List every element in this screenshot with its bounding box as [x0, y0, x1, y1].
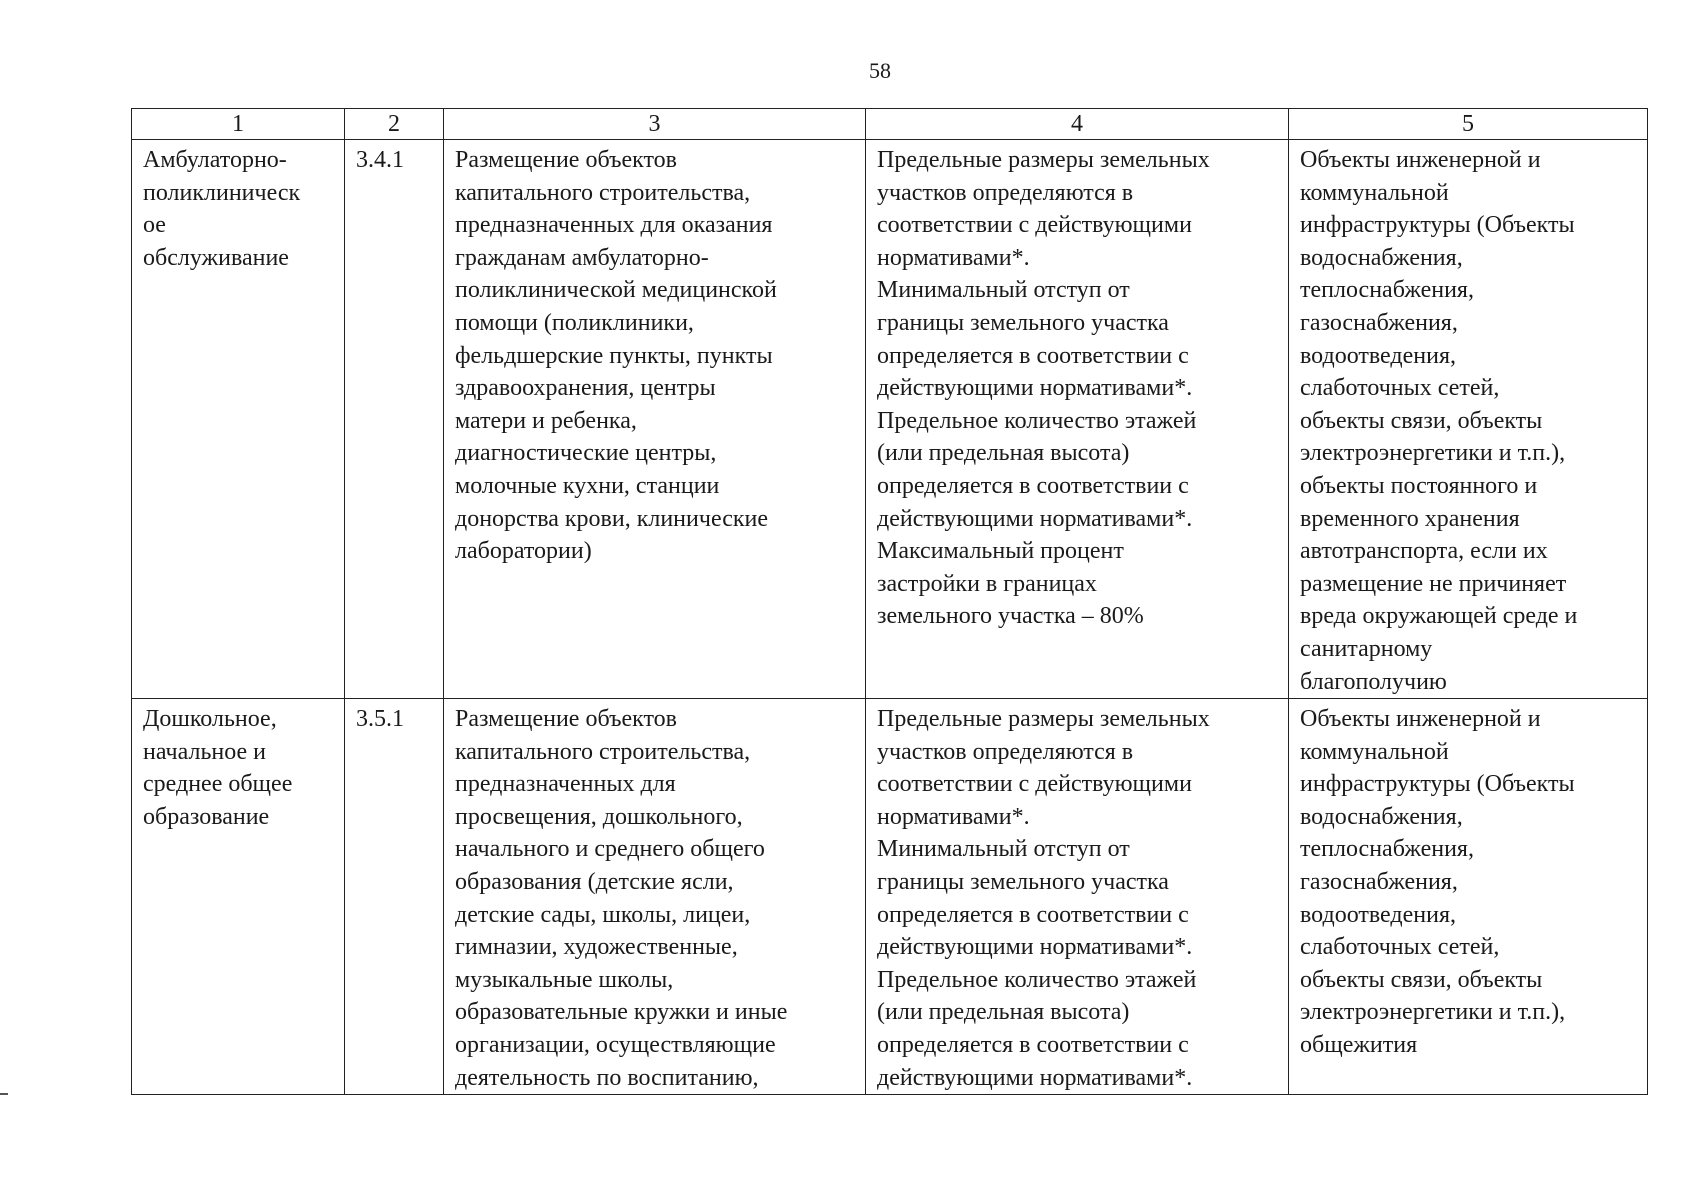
use-type-name-text: Амбулаторно- поликлиническ ое обслуживание: [143, 147, 301, 271]
table-row: [132, 140, 1648, 699]
use-type-code-text: 3.5.1: [356, 706, 404, 733]
use-type-auxiliary: [1289, 140, 1648, 699]
table-header-row: [132, 109, 1648, 140]
page-number: 58: [869, 58, 891, 83]
use-type-auxiliary: [1289, 699, 1648, 1095]
use-type-name: [132, 699, 345, 1095]
column-header-4: 4: [866, 109, 1289, 140]
use-type-description: [444, 140, 866, 699]
use-type-code: [345, 140, 444, 699]
use-type-auxiliary-text: Объекты инженерной и коммунальной инфраструктуры (Объекты водоснабжения, теплоснабжения, газоснабжения, водоотведения, слаботочных сетей, объекты связи, объекты электроэнергетики и т.п.), общежития: [1300, 706, 1575, 1059]
table-row: [132, 699, 1648, 1095]
use-type-name-text: Дошкольное, начальное и среднее общее образование: [143, 706, 293, 830]
column-header-2: 2: [345, 109, 444, 140]
use-type-parameters: [866, 699, 1289, 1095]
column-header-5: 5: [1289, 109, 1648, 140]
use-type-description: [444, 699, 866, 1095]
column-header-1: 1: [132, 109, 345, 140]
use-type-description-text: Размещение объектов капитального строительства, предназначенных для просвещения, дошкольного, начального и среднего общего образования (детские ясли, детские сады, школы, лицеи, гимназии, художественные, музыкальные школы, образовательные кружки и иные организации, осуществляющие деятельность по воспитанию,: [455, 706, 788, 1091]
use-type-name: [132, 140, 345, 699]
use-type-code-text: 3.4.1: [356, 147, 404, 173]
zoning-table: [131, 108, 1648, 1095]
column-header-3: 3: [444, 109, 866, 140]
use-type-code: [345, 699, 444, 1095]
scan-edge-mark: [0, 1093, 8, 1095]
use-type-description-text: Размещение объектов капитального строительства, предназначенных для оказания гражданам амбулаторно- поликлинической медицинской помощи (поликлиники, фельдшерские пункты, пункты здравоохранения, центры матери и ребенка, диагностические центры, молочные кухни, станции донорства крови, клинические лаборатории): [455, 147, 777, 565]
use-type-parameters-text: Предельные размеры земельных участков определяются в соответствии с действующими нормативами*. Минимальный отступ от границы земельного участка определяется в соответствии с действующими нормативами*. Предельное количество этажей (или предельная высота) определяется в соответствии с действующими нормативами*.: [877, 706, 1210, 1091]
use-type-parameters: [866, 140, 1289, 699]
use-type-auxiliary-text: Объекты инженерной и коммунальной инфраструктуры (Объекты водоснабжения, теплоснабжения, газоснабжения, водоотведения, слаботочных сетей, объекты связи, объекты электроэнергетики и т.п.), объекты постоянного и временного хранения автотранспорта, если их размещение не причиняет вреда окружающей среде и санитарному благополучию: [1300, 147, 1578, 695]
use-type-parameters-text: Предельные размеры земельных участков определяются в соответствии с действующими нормативами*. Минимальный отступ от границы земельного участка определяется в соответствии с действующими нормативами*. Предельное количество этажей (или предельная высота) определяется в соответствии с действующими нормативами*. Максимальный процент застройки в границах земельного участка – 80%: [877, 147, 1210, 630]
